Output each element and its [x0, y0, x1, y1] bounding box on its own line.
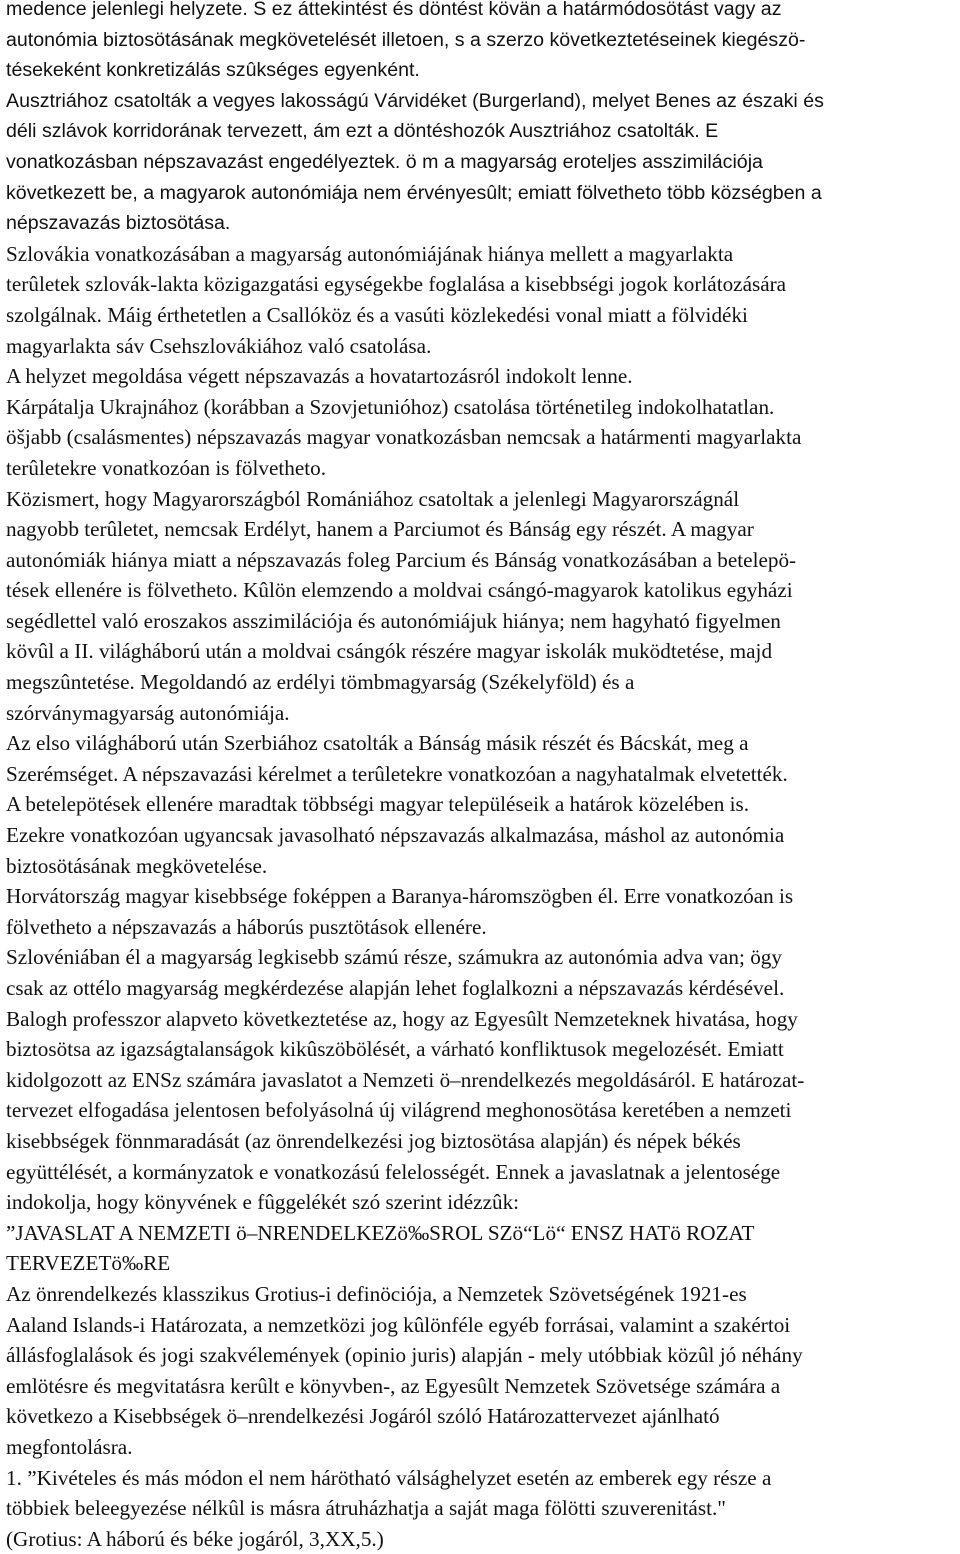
text-line: együttélését, a kormányzatok e vonatkozású felelosségét. Ennek a javaslatnak a jelentosége: [6, 1159, 781, 1184]
text-line: TERVEZETö‰RE: [6, 1251, 171, 1276]
text-line: Balogh professzor alapveto következtetése az, hogy az Egyesûlt Nemzeteknek hivatása, hogy: [6, 1006, 798, 1031]
text-line: biztosötásának megkövetelése.: [6, 853, 268, 878]
text-line: Aaland Islands-i Határozata, a nemzetközi jog kûlönféle egyéb forrásai, valamint a szakértoi: [6, 1312, 791, 1337]
text-line: terûletek szlovák-lakta közigazgatási egységekbe foglalása a kisebbségi jogok korlátozására: [6, 272, 787, 297]
text-line: szórványmagyarság autonómiája.: [6, 700, 290, 725]
text-line: indokolja, hogy könyvének e fûggelékét szó szerint idézzûk:: [6, 1190, 520, 1215]
text-line: terûletekre vonatkozóan is fölvetheto.: [6, 455, 327, 480]
text-line: kidolgozott az ENSz számára javaslatot a Nemzeti ö–nrendelkezés megoldásáról. E határozat-: [6, 1067, 805, 1092]
text-line: Az önrendelkezés klasszikus Grotius-i definöciója, a Nemzetek Szövetségének 1921-es: [6, 1281, 747, 1306]
text-line: megszûntetése. Megoldandó az erdélyi tömbmagyarság (Székelyföld) és a: [6, 670, 635, 695]
text-line: Ezekre vonatkozóan ugyancsak javasolható népszavazás alkalmazása, máshol az autonómia: [6, 823, 785, 848]
text-line: következett be, a magyarok autonómiája nem érvényesûlt; emiatt fölvetheto több községben a: [6, 181, 822, 204]
text-line: déli szlávok korridorának tervezett, ám ezt a döntéshozók Ausztriához csatolták. E: [6, 120, 719, 143]
text-line: megfontolásra.: [6, 1434, 133, 1459]
text-line: Közismert, hogy Magyarországból Romániához csatoltak a jelenlegi Magyarországnál: [6, 486, 740, 511]
text-line: Kárpátalja Ukrajnához (korábban a Szovjetunióhoz) csatolása történetileg indokolhatatlan.: [6, 394, 775, 419]
text-line: 1. ”Kivételes és más módon el nem hárötható válsághelyzet esetén az emberek egy része a: [6, 1465, 772, 1490]
text-line: autonómiák hiánya miatt a népszavazás foleg Parcium és Bánság vonatkozásában a betelepö-: [6, 547, 797, 572]
text-line: szolgálnak. Máig érthetetlen a Csallóköz és a vasúti közlekedési vonal miatt a fölvidéki: [6, 302, 748, 327]
text-line: (Grotius: A háború és béke jogáról, 3,XX,5.): [6, 1526, 384, 1551]
text-line: A helyzet megoldása végett népszavazás a hovatartozásról indokolt lenne.: [6, 364, 633, 389]
text-line: emlötésre és megvitatásra kerûlt e könyvben-, az Egyesûlt Nemzetek Szövetsége számára a: [6, 1373, 781, 1398]
text-line: segédlettel való eroszakos asszimilációja és autonómiájuk hiánya; nem hagyható figyelmen: [6, 608, 781, 633]
text-line: kisebbségek fönnmaradását (az önrendelkezési jog biztosötása alapján) és népek békés: [6, 1128, 741, 1153]
text-line: Az elso világháború után Szerbiához csatolták a Bánság másik részét és Bácskát, meg a: [6, 731, 749, 756]
text-line: fölvetheto a népszavazás a háborús pusztötások ellenére.: [6, 914, 487, 939]
text-line: Ausztriához csatolták a vegyes lakosságú Várvidéket (Burgerland), melyet Benes az északi és: [6, 89, 824, 112]
text-line: következo a Kisebbségek ö–nrendelkezési Jogáról szóló Határozattervezet ajánlható: [6, 1404, 720, 1429]
text-line: ”JAVASLAT A NEMZETI ö–NRENDELKEZö‰SROL SZö“Lö“ ENSZ HATö ROZAT: [6, 1220, 755, 1245]
text-line: öšjabb (csalásmentes) népszavazás magyar vonatkozásban nemcsak a határmenti magyarlakta: [6, 425, 802, 450]
text-line: tések ellenére is fölvetheto. Kûlön elemzendo a moldvai csángó-magyarok katolikus egyházi: [6, 578, 793, 603]
text-line: állásfoglalások és jogi szakvélemények (opinio juris) alapján - mely utóbbiak közûl jó néhány: [6, 1343, 803, 1368]
text-line: többiek beleegyezése nélkûl is másra átruházhatja a saját maga fölötti szuverenitást.": [6, 1496, 726, 1521]
text-line: csak az ottélo magyarság megkérdezése alapján lehet foglalkozni a népszavazás kérdésével.: [6, 976, 785, 1000]
text-line: vonatkozásban népszavazást engedélyeztek. ö m a magyarság eroteljes asszimilációja: [6, 150, 763, 173]
text-line: autonómia biztosötásának megkövetelését illetoen, s a szerzo következtetéseinek kiegészö-: [6, 28, 806, 51]
text-line: kövûl a II. világháború után a moldvai csángók részére magyar iskolák muködtetése, majd: [6, 639, 773, 664]
text-line: Szerémséget. A népszavazási kérelmet a terûletekre vonatkozóan a nagyhatalmak elvetették.: [6, 761, 788, 786]
text-line: népszavazás biztosötása.: [6, 212, 231, 235]
text-line: medence jelenlegi helyzete. S ez áttekintést és döntést kövän a határmódosötást vagy az: [6, 0, 782, 20]
text-line: biztosötsa az igazságtalanságok kikûszöbölését, a várható konfliktusok megelozését. Emiatt: [6, 1037, 784, 1062]
text-line: tésekeként konkretizálás szûkséges egyenként.: [6, 59, 420, 82]
text-line: Szlovéniában él a magyarság legkisebb számú része, számukra az autonómia adva van; ögy: [6, 945, 782, 970]
document-page: [6, 0, 958, 1554]
text-line: tervezet elfogadása jelentosen befolyásolná új világrend meghonosötása keretében a nemzeti: [6, 1098, 792, 1123]
text-line: A betelepötések ellenére maradtak többségi magyar településeik a határok közelében is.: [6, 792, 750, 817]
text-line: magyarlakta sáv Csehszlovákiához való csatolása.: [6, 333, 432, 358]
text-line: Szlovákia vonatkozásában a magyarság autonómiájának hiánya mellett a magyarlakta: [6, 241, 734, 266]
text-line: nagyobb terûletet, nemcsak Erdélyt, hanem a Parciumot és Bánság egy részét. A magyar: [6, 517, 754, 542]
text-line: Horvátország magyar kisebbsége foképpen a Baranya-háromszögben él. Erre vonatkozóan is: [6, 884, 794, 909]
